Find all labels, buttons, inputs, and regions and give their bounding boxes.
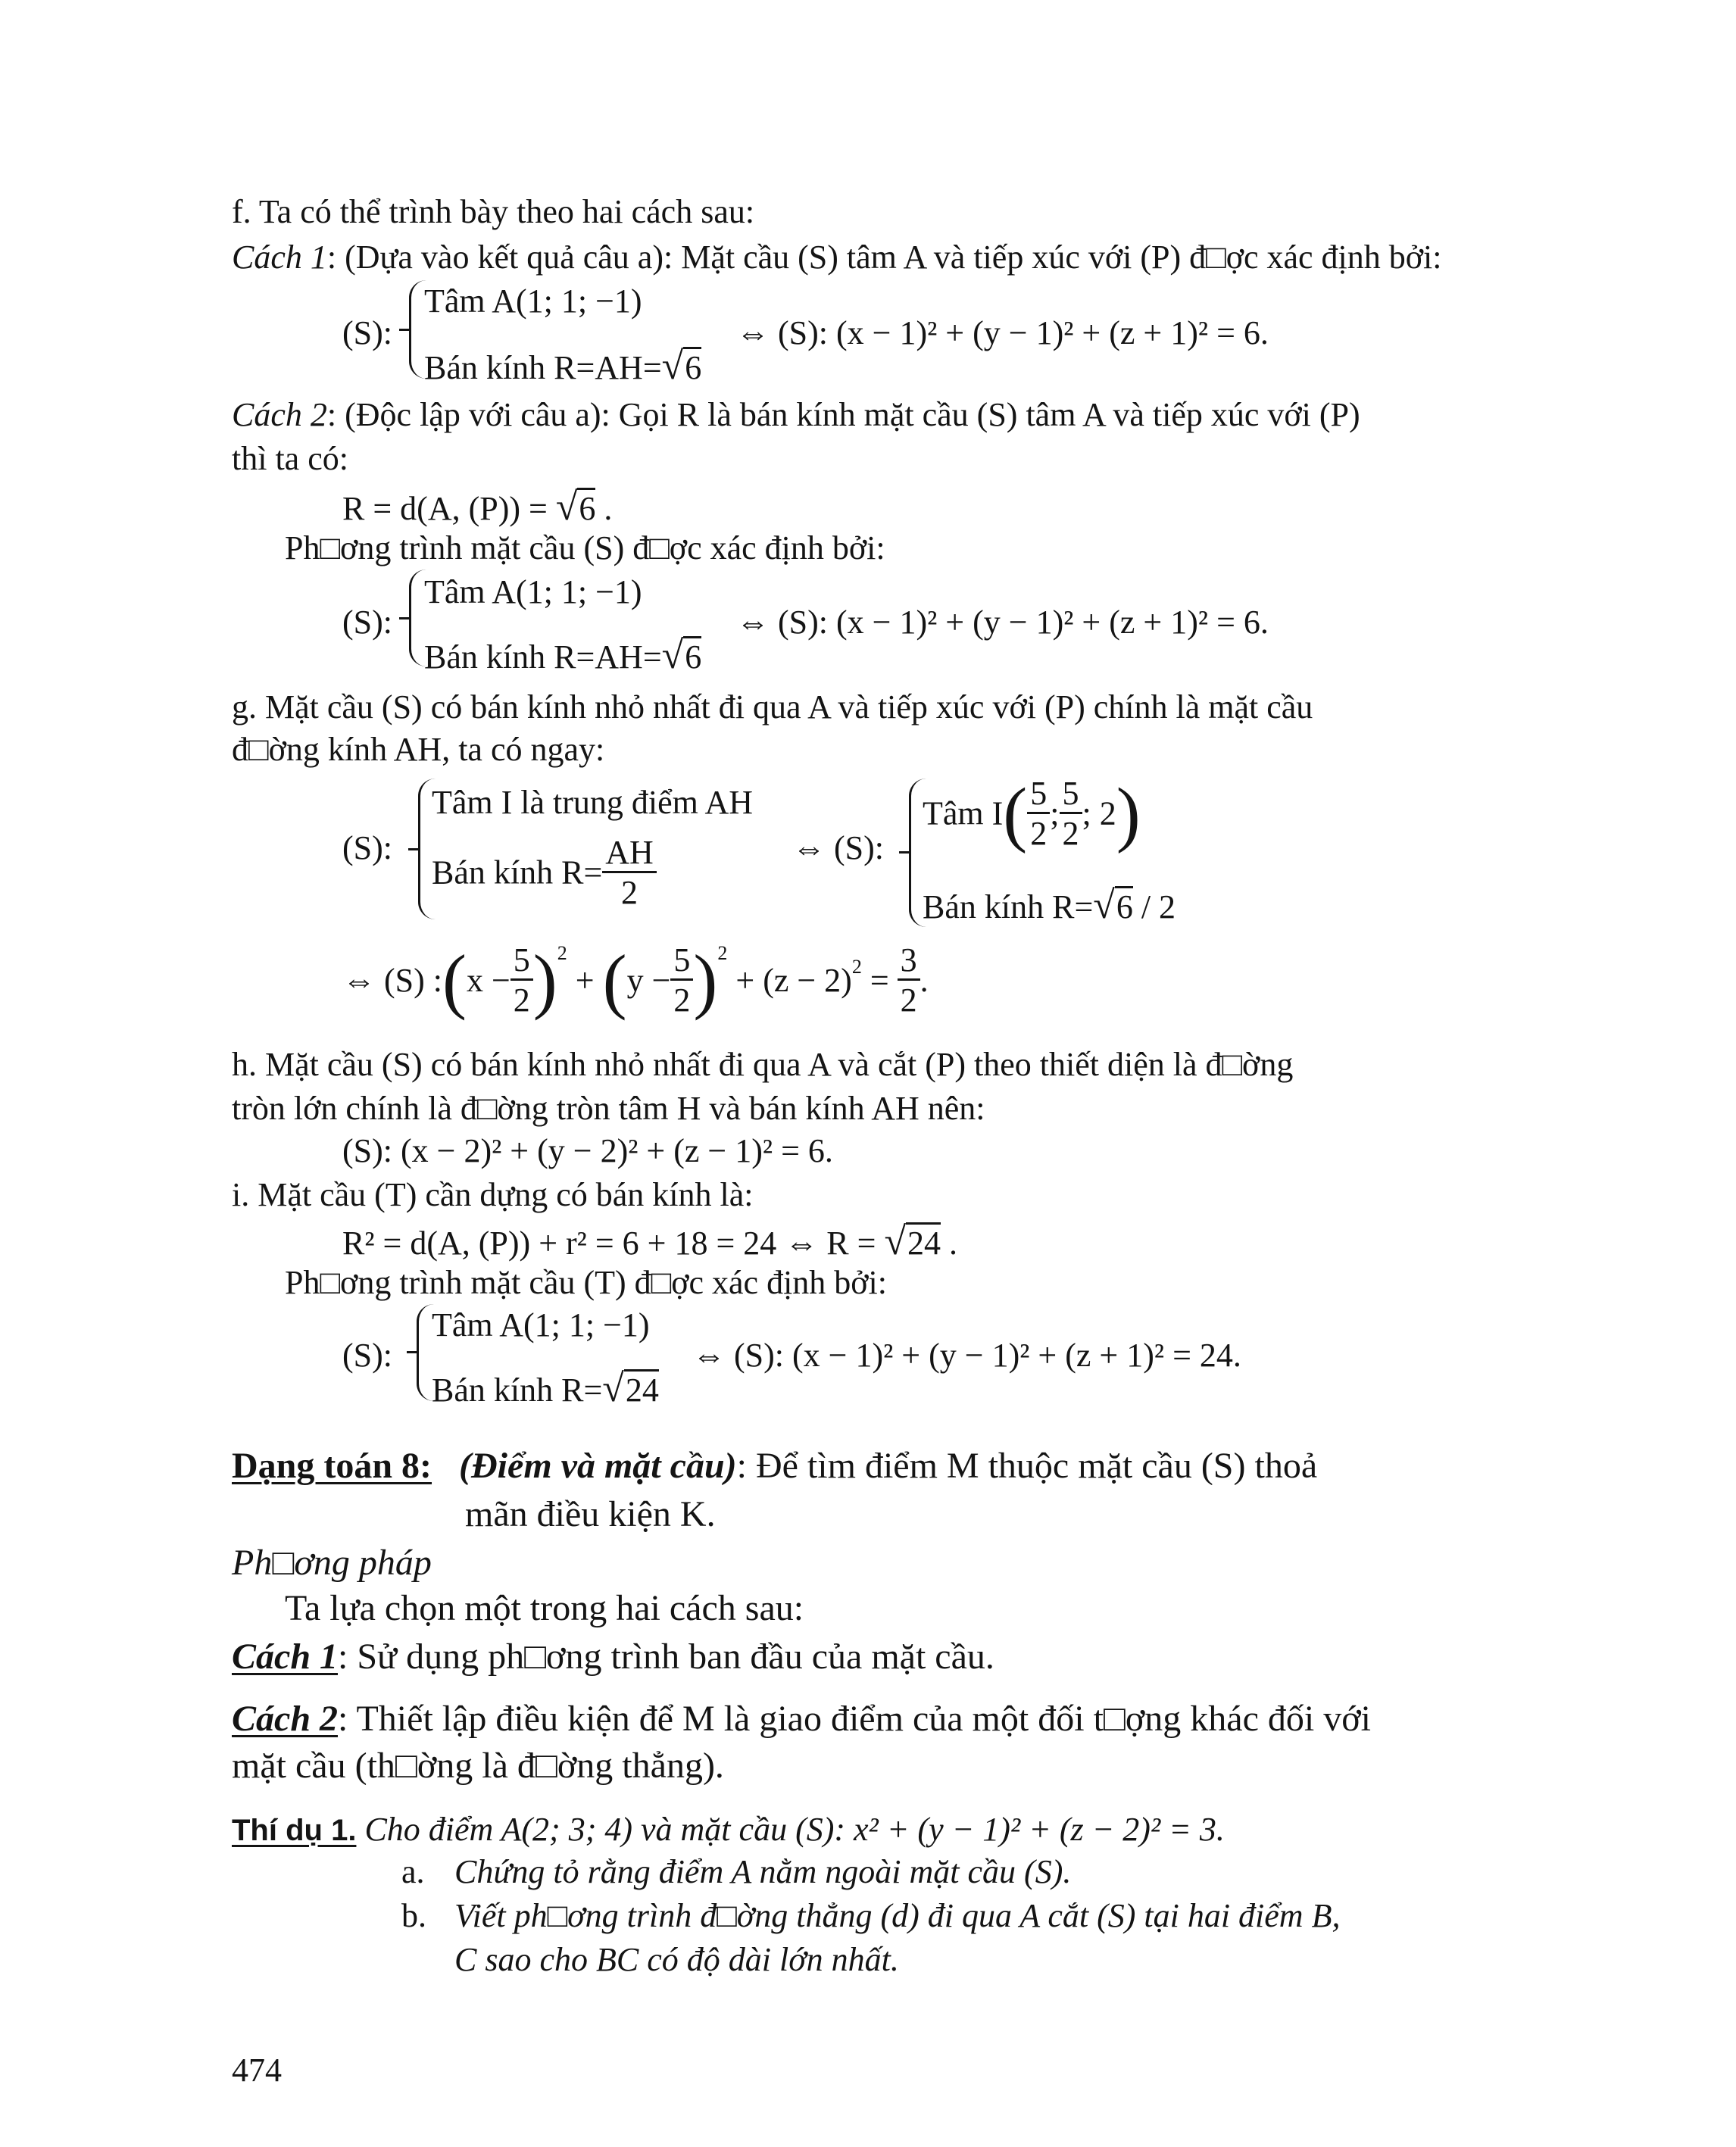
system-radius: Bán kính R=√24 (432, 1367, 659, 1410)
center2-x: $\frac{5}{2}$ (1027, 777, 1050, 850)
cach2-line (232, 398, 1360, 432)
final-y-frac: $\frac{5}{2}$ (670, 944, 693, 1017)
method-cach1 (232, 1639, 994, 1675)
final-y: y − (626, 961, 671, 999)
system-center: Tâm A(1; 1; −1) (424, 573, 642, 610)
sq: 2 (851, 956, 862, 978)
final-rhs: $\frac{3}{2}$ (898, 944, 920, 1017)
radius-root: 6 (683, 636, 701, 676)
cach2-text: : (Độc lập với câu a): Gọi R là bán kính mặt cầu (S) tâm A và tiếp xúc với (P) (326, 396, 1360, 433)
center2-y: $\frac{5}{2}$ (1060, 777, 1082, 850)
method-cach1-text: : Sử dụng ph□ơng trình ban đầu của mặt cầu. (338, 1637, 994, 1677)
dang-toan-label: Dạng toán 8: (232, 1446, 432, 1486)
radius2-root: 6 (1115, 886, 1133, 925)
example-label: Thí dụ 1. (232, 1814, 357, 1847)
method-cach2 (232, 1701, 1371, 1737)
section-h-line1: h. Mặt cầu (S) có bán kính nhỏ nhất đi qua A và cắt (P) theo thiết diện là đ□ờng (232, 1046, 1294, 1083)
cach2-label: Cách 2 (232, 396, 327, 433)
example-a-text: Chứng tỏ rằng điểm A nằm ngoài mặt cầu (S). (454, 1853, 1072, 1890)
method-cach2-text: : Thiết lập điều kiện để M là giao điểm của một đối t□ợng khác đối với (338, 1699, 1371, 1739)
g-final-equation: ⇔ (S) :(x − $\frac{5}{2}$ )$^2$ + (y − $\frac{5}{2}$ )$^2 + (z - 2)^2$ = $\frac{3}{2}$ . (342, 939, 929, 1021)
example-a-label: a. (401, 1853, 425, 1890)
radius-root: 24 (624, 1369, 659, 1409)
r-eq-root: 6 (577, 488, 595, 527)
dang-toan-text2: mãn điều kiện K. (465, 1494, 716, 1534)
cach1-line (232, 241, 1441, 274)
example-line (232, 1813, 1225, 1846)
cach1-text: : (Dựa vào kết quả câu a): Mặt cầu (S) tâm A và tiếp xúc với (P) đ□ợc xác định bởi: (326, 239, 1442, 276)
g-center2: Tâm I( $\frac{5}{2}$ ; $\frac{5}{2}$ ; 2) (923, 772, 1141, 854)
dang-toan-text1: : Để tìm điểm M thuộc mặt cầu (S) thoả (736, 1446, 1318, 1486)
example-text: Cho điểm A(2; 3; 4) và mặt cầu (S): x² + (y − 1)² + (z − 2)² = 3. (356, 1811, 1225, 1848)
system-equation: ⇔ (S): (x − 1)² + (y − 1)² + (z + 1)² = 24. (692, 1337, 1241, 1374)
radius2-label: Bán kính R= (923, 888, 1094, 925)
section-f-intro: f. Ta có thể trình bày theo hai cách sau: (232, 193, 755, 230)
ptmc-line: Ph□ơng trình mặt cầu (T) đ□ợc xác định bởi: (285, 1264, 888, 1301)
radius-label: Bán kính R= (432, 1372, 603, 1409)
system-prefix: (S): (342, 314, 392, 351)
radius-label: Bán kính R=AH= (424, 638, 662, 676)
brace-tip (899, 851, 910, 853)
g-radius-fraction: $\frac{AH}{2}$ (602, 836, 657, 910)
sq: 2 (557, 942, 567, 964)
system-equation: ⇔ (S): (x − 1)² + (y − 1)² + (z + 1)² = 6. (736, 604, 1269, 641)
example-b-text: Viết ph□ơng trình đ□ờng thẳng (d) đi qua A cắt (S) tại hai điểm B, (454, 1897, 1341, 1934)
system-prefix: (S): (342, 829, 392, 866)
dang-toan-title: (Điểm và mặt cầu) (459, 1446, 737, 1486)
g-radius2: Bán kính R=√6 / 2 (923, 884, 1176, 927)
cach2-text2: thì ta có: (232, 440, 348, 477)
brace-tip (408, 848, 419, 850)
section-g-line1: g. Mặt cầu (S) có bán kính nhỏ nhất đi qua A và tiếp xúc với (P) chính là mặt cầu (232, 688, 1313, 726)
i-eq-root: 24 (906, 1222, 941, 1262)
method-cach1-label: Cách 1 (232, 1637, 339, 1677)
r-eq-label: R = d(A, (P)) = (342, 490, 556, 527)
method-cach2-label: Cách 2 (232, 1699, 339, 1739)
section-h-line2: tròn lớn chính là đ□ờng tròn tâm H và bán kính AH nên: (232, 1090, 985, 1127)
method-cach2-text2: mặt cầu (th□ờng là đ□ờng thẳng). (232, 1746, 724, 1786)
final-x: x − (466, 961, 510, 999)
example-b-text2: C sao cho BC có độ dài lớn nhất. (454, 1941, 899, 1978)
g-radius-label: Bán kính R= (432, 853, 603, 891)
radius-label: Bán kính R=AH= (424, 349, 662, 386)
i-eq-end: . (941, 1225, 958, 1262)
center2-label: Tâm I (923, 794, 1004, 832)
final-prefix: ⇔ (S) : (342, 961, 442, 999)
cach1-label: Cách 1 (232, 239, 327, 276)
section-g-line2: đ□ờng kính AH, ta có ngay: (232, 731, 605, 768)
ptmc-line: Ph□ơng trình mặt cầu (S) đ□ợc xác định bởi: (285, 529, 885, 566)
section-i-equation: R² = d(A, (P)) + r² = 6 + 18 = 24 ⇔ R = √24 . (342, 1220, 958, 1263)
dang-toan-line1 (232, 1448, 1317, 1484)
method-heading: Ph□ơng pháp (232, 1543, 432, 1583)
system-center: Tâm A(1; 1; −1) (432, 1306, 650, 1343)
radius-equation: R = d(A, (P)) = √6 . (342, 485, 613, 529)
radius-root: 6 (683, 347, 701, 386)
brace-tip (407, 1351, 417, 1353)
r-eq-end: . (595, 490, 613, 527)
brace-tip (399, 617, 410, 619)
example-b-label: b. (401, 1897, 426, 1934)
radius2-tail: / 2 (1132, 888, 1176, 925)
i-eq-label: R² = d(A, (P)) + r² = 6 + 18 = 24 ⇔ R = (342, 1225, 885, 1262)
system-equation: ⇔ (S): (x − 1)² + (y − 1)² + (z + 1)² = 6. (736, 314, 1269, 351)
system-prefix: (S): (342, 1337, 392, 1374)
g-center: Tâm I là trung điểm AH (432, 784, 754, 821)
system-radius: Bán kính R=AH=√6 (424, 634, 702, 677)
g-equiv: ⇔ (S): (792, 829, 884, 866)
sq: 2 (717, 942, 728, 964)
system-radius: Bán kính R=AH=√6 (424, 345, 702, 388)
g-radius (432, 836, 657, 910)
final-x-frac: $\frac{5}{2}$ (510, 944, 533, 1017)
system-center: Tâm A(1; 1; −1) (424, 282, 642, 320)
section-h-equation: (S): (x − 2)² + (y − 2)² + (z − 1)² = 6. (342, 1132, 833, 1169)
final-z: (z − 2) (763, 961, 852, 999)
method-choose: Ta lựa chọn một trong hai cách sau: (285, 1588, 804, 1628)
center2-z: ; 2 (1082, 794, 1116, 832)
brace-tip (399, 329, 410, 331)
page-number: 474 (232, 2052, 282, 2089)
system-prefix: (S): (342, 604, 392, 641)
section-i-line1: i. Mặt cầu (T) cần dựng có bán kính là: (232, 1176, 754, 1213)
